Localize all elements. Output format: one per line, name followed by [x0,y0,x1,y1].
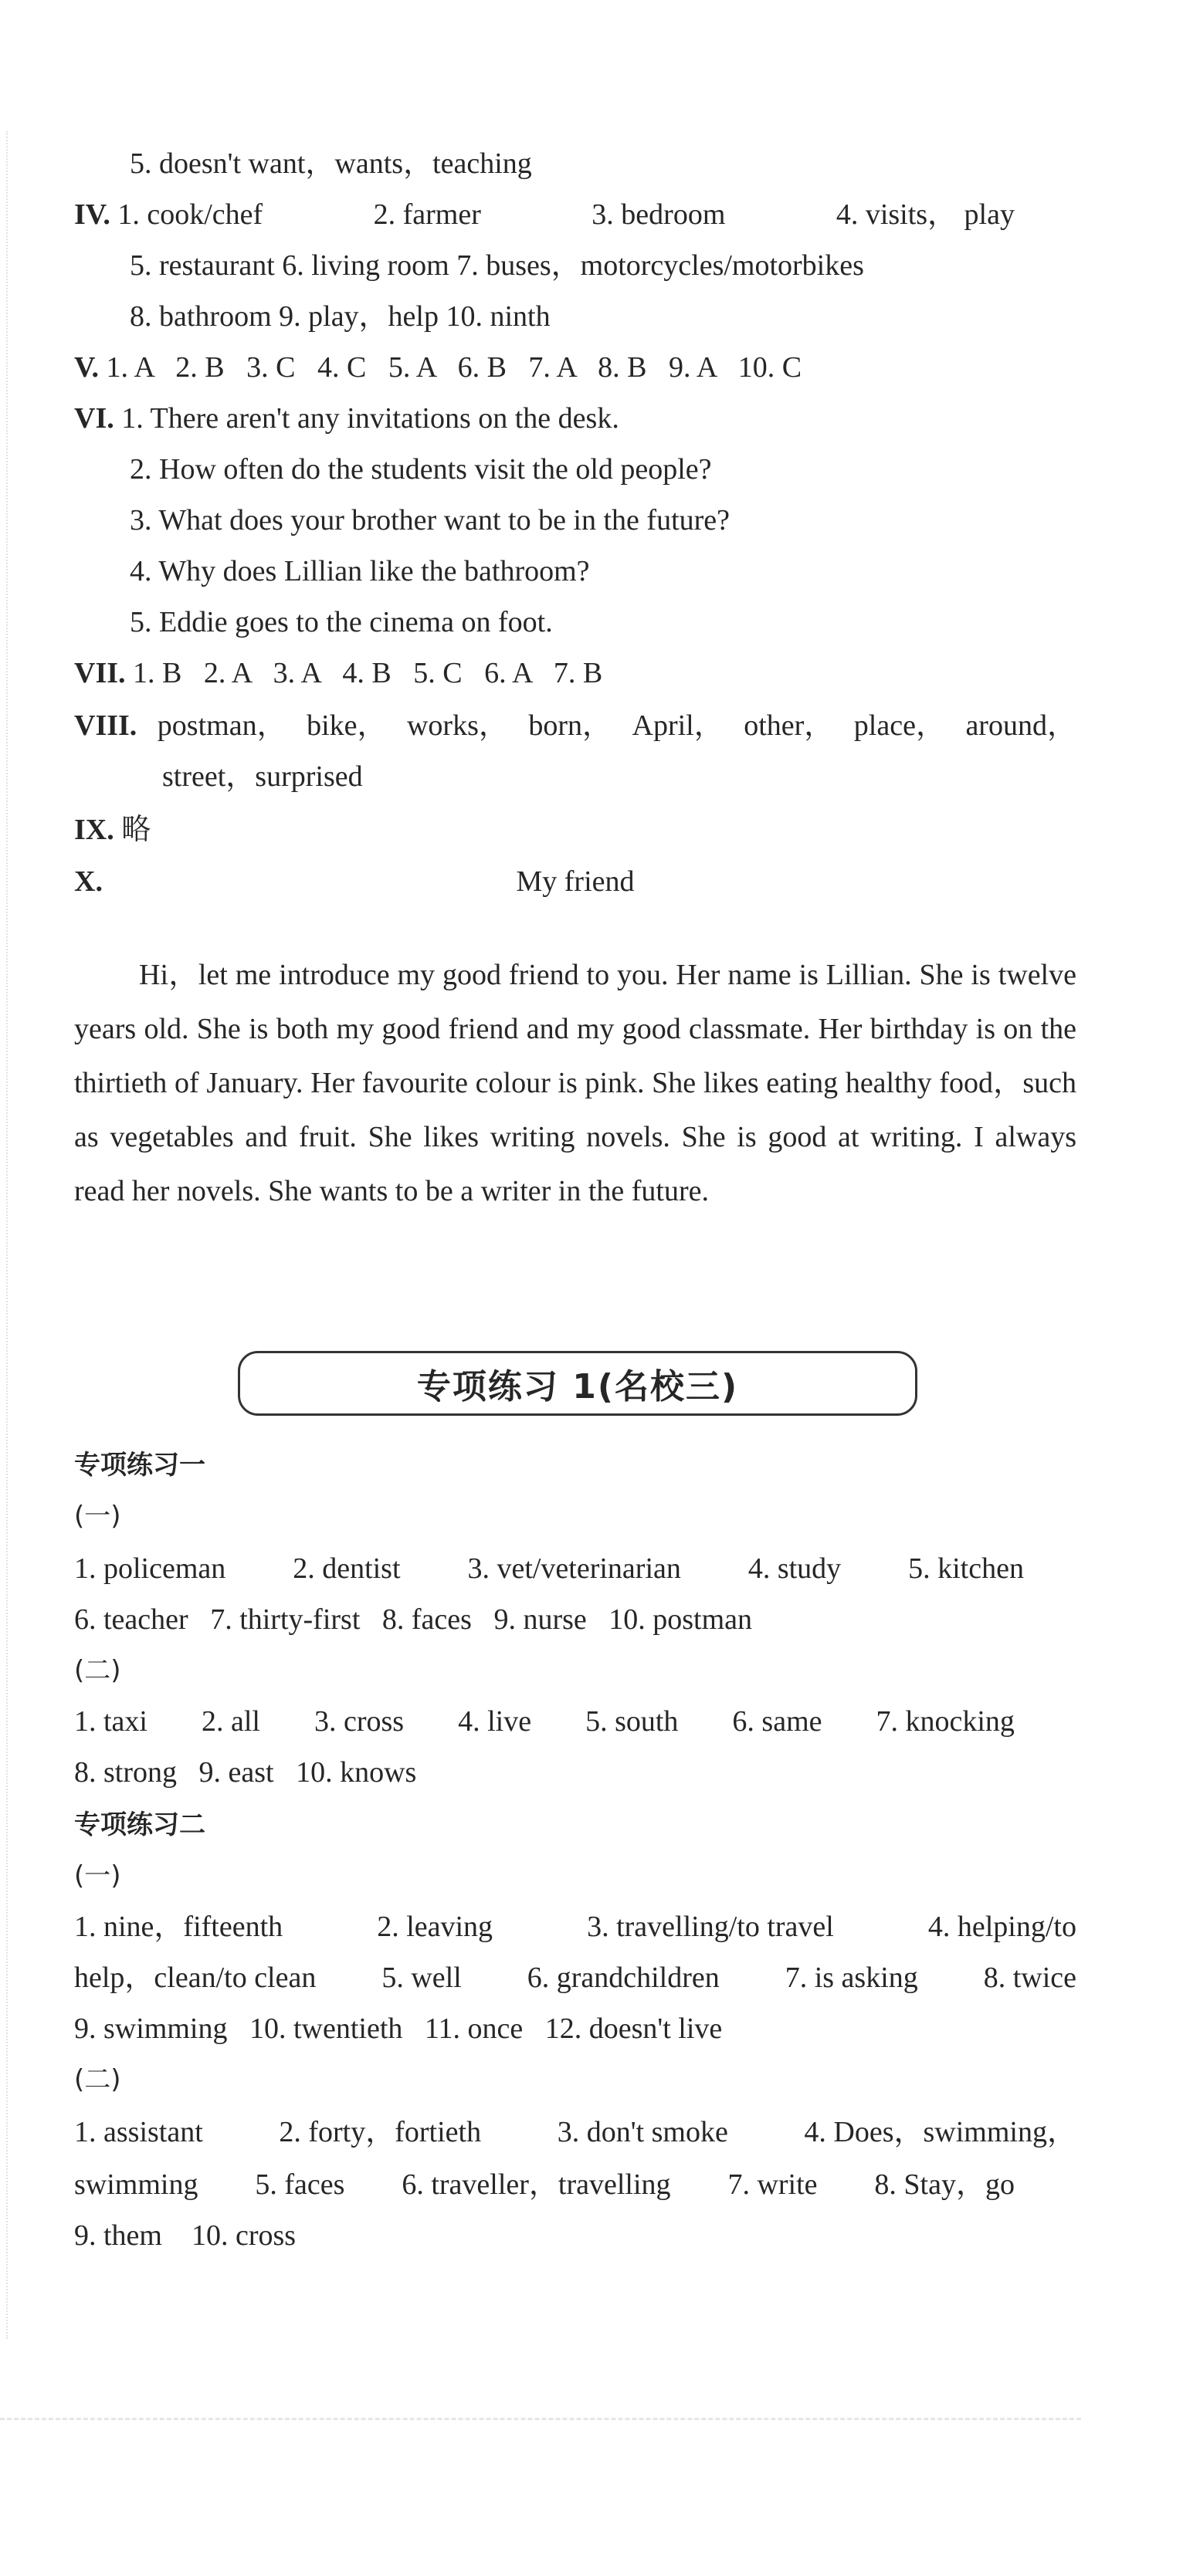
answer-item: 6. same [732,1705,822,1738]
answer-item: 10. cross [191,2219,297,2252]
vi-item-4: 4. Why does Lillian like the bathroom? [130,555,590,587]
viii-word-7: place， [853,709,945,742]
section-ix-text: 略 [121,812,151,846]
section-v-label: V. [74,351,100,384]
answer-item: 7. write [727,2168,818,2201]
vi-item-5: 5. Eddie goes to the cinema on foot. [130,606,553,638]
section-v-line [74,344,1076,391]
viii-word-1: postman， [157,709,286,742]
section-iv-row3 [130,293,1076,340]
exercise-1-part-1-row-2 [74,1596,1076,1643]
exercise-1-part-2-row-1 [74,1698,1015,1745]
answer-item: swimming [74,2168,198,2201]
viii-word-4: born， [528,709,612,742]
answer-item: 6. grandchildren [527,1962,720,1994]
exercise-1-part-2-label: (二) [74,1655,121,1686]
binding-margin-rule [6,131,8,2339]
section-iv-row1 [74,191,1015,238]
answer-item: 3. travelling/to travel [587,1911,834,1943]
exercise-2-part-2-row-3 [74,2212,1076,2259]
answer-item: 6. teacher [74,1603,188,1636]
answer-item: 5. faces [255,2168,345,2201]
exercise-2-part-2-row-1 [74,2109,1076,2155]
viii-word-2: bike， [307,709,387,742]
exercise-2-part-1-row-3 [74,2006,1076,2052]
prev-answer-line [130,140,1076,187]
viii-word-6: other， [744,709,834,742]
section-v-answers: 1. A 2. B 3. C 4. C 5. A 6. B 7. A 8. B 9. A 10. C [106,351,802,384]
answer-item: 1. nine，fifteenth [74,1911,283,1943]
section-banner [238,1351,917,1416]
exercise-2-part-2-row-2 [74,2161,1015,2208]
section-viii-line-2 [162,753,1076,800]
exercise-2-part-1-row-1 [74,1904,1076,1950]
answer-item: 4. live [458,1705,532,1738]
answer-item: 9. them [74,2219,162,2252]
answer-item: 9. swimming [74,2012,228,2045]
footer-dashed-rule [0,2418,1081,2420]
iv-row3-text: 8. bathroom 9. play，help 10. ninth [130,300,551,333]
viii-word-3: works， [406,709,508,742]
answer-item: 1. assistant [74,2116,203,2148]
section-x-label: X. [74,865,103,898]
viii-word-5: April， [632,709,724,742]
answer-item: 1. taxi [74,1705,147,1738]
vi-item-3: 3. What does your brother want to be in the future? [130,504,731,537]
iv-item-1: 1. cook/chef [117,198,263,231]
banner-title: 专项练习 1(名校三) [416,1367,739,1406]
section-ix-label: IX. [74,814,114,846]
answer-item: 2. dentist [293,1552,401,1585]
answer-item: 7. thirty-first [210,1603,361,1636]
answer-item: 8. Stay，go [874,2168,1015,2201]
iv-item-3: 3. bedroom [592,198,726,231]
iv-item-4: 4. visits， play [836,198,1015,231]
vi-item-2: 2. How often do the students visit the old people? [130,453,712,486]
section-vi-line-1 [74,395,1076,442]
section-vi-line-5 [130,599,1076,645]
iv-row2-text: 5. restaurant 6. living room 7. buses，motorcycles/motorbikes [130,249,864,282]
exercise-2-part-1-row-2 [74,1955,1076,2001]
answer-item: 5. kitchen [908,1552,1024,1585]
vi-item-1: 1. There aren't any invitations on the desk. [121,402,619,435]
answer-item: 11. once [424,2012,524,2045]
iv-item-2: 2. farmer [373,198,481,231]
exercise-1-part-2-row-2 [74,1749,1076,1796]
exercise-1-heading: 专项练习一 [74,1450,205,1481]
answer-item: 9. east [198,1756,274,1789]
section-iv-label: IV. [74,198,110,231]
answer-item: 1. policeman [74,1552,226,1585]
answer-item: 3. don't smoke [557,2116,728,2148]
answer-item: 12. doesn't live [544,2012,723,2045]
exercise-2-part-1-label: (一) [74,1860,121,1891]
section-vi-label: VI. [74,402,114,435]
section-vi-line-4 [130,548,1076,594]
answer-item: 8. strong [74,1756,177,1789]
section-vii-line [74,650,1076,696]
answer-item: 5. well [381,1962,462,1994]
answer-item: 2. all [201,1705,260,1738]
section-vi-line-3 [130,497,1076,543]
exercise-2-part-2-label: (二) [74,2064,121,2095]
answer-item: 8. twice [983,1962,1076,1994]
answer-item: 7. is asking [785,1962,918,1994]
section-iv-row2 [130,242,1076,289]
exercise-1-part-1-label: (一) [74,1501,121,1532]
answer-item: 10. postman [608,1603,753,1636]
answer-item: 4. helping/to [927,1911,1076,1943]
answer-item: 6. traveller，travelling [402,2168,671,2201]
viii-line2-text: street，surprised [162,760,363,793]
answer-item: 2. forty，fortieth [279,2116,482,2148]
answer-item: 3. cross [314,1705,405,1738]
answer-item: 3. vet/veterinarian [467,1552,681,1585]
essay-title: My friend [516,865,635,898]
answer-item: 5. south [585,1705,679,1738]
section-vi-line-2 [130,446,1076,493]
viii-word-8: around， [965,709,1076,742]
answer-item: 2. leaving [377,1911,493,1943]
exercise-1-part-1-row-1 [74,1545,1024,1592]
answer-item: 8. faces [381,1603,472,1636]
answer-item: 4. study [747,1552,842,1585]
answer-item: 4. Does，swimming， [804,2116,1076,2148]
answer-item: 10. twentieth [249,2012,403,2045]
section-ix-line [74,806,1076,852]
section-x-title-line [74,858,1076,905]
section-viii-line-1 [74,702,1076,749]
exercise-2-heading: 专项练习二 [74,1809,205,1840]
answer-item: 10. knows [296,1756,417,1789]
answer-item: help，clean/to clean [74,1962,317,1994]
section-vii-label: VII. [74,657,126,689]
answer-item: 9. nurse [493,1603,587,1636]
section-vii-answers: 1. B 2. A 3. A 4. B 5. C 6. A 7. B [133,657,603,689]
section-viii-label: VIII. [74,709,137,742]
prev-answer-text: 5. doesn't want，wants，teaching [130,147,532,180]
essay-body: Hi，let me introduce my good friend to you. Her name is Lillian. She is twelve years old. She is both my good friend and my good classmate. Her birthday is on the thirtieth of January. Her favourite colour is pink. She likes eating healthy food，such as vegetables and fruit. She likes writing novels. She is good at writing. I always read her novels. She wants to be a writer in the future. [74,959,1076,1207]
answer-item: 7. knocking [876,1705,1015,1738]
